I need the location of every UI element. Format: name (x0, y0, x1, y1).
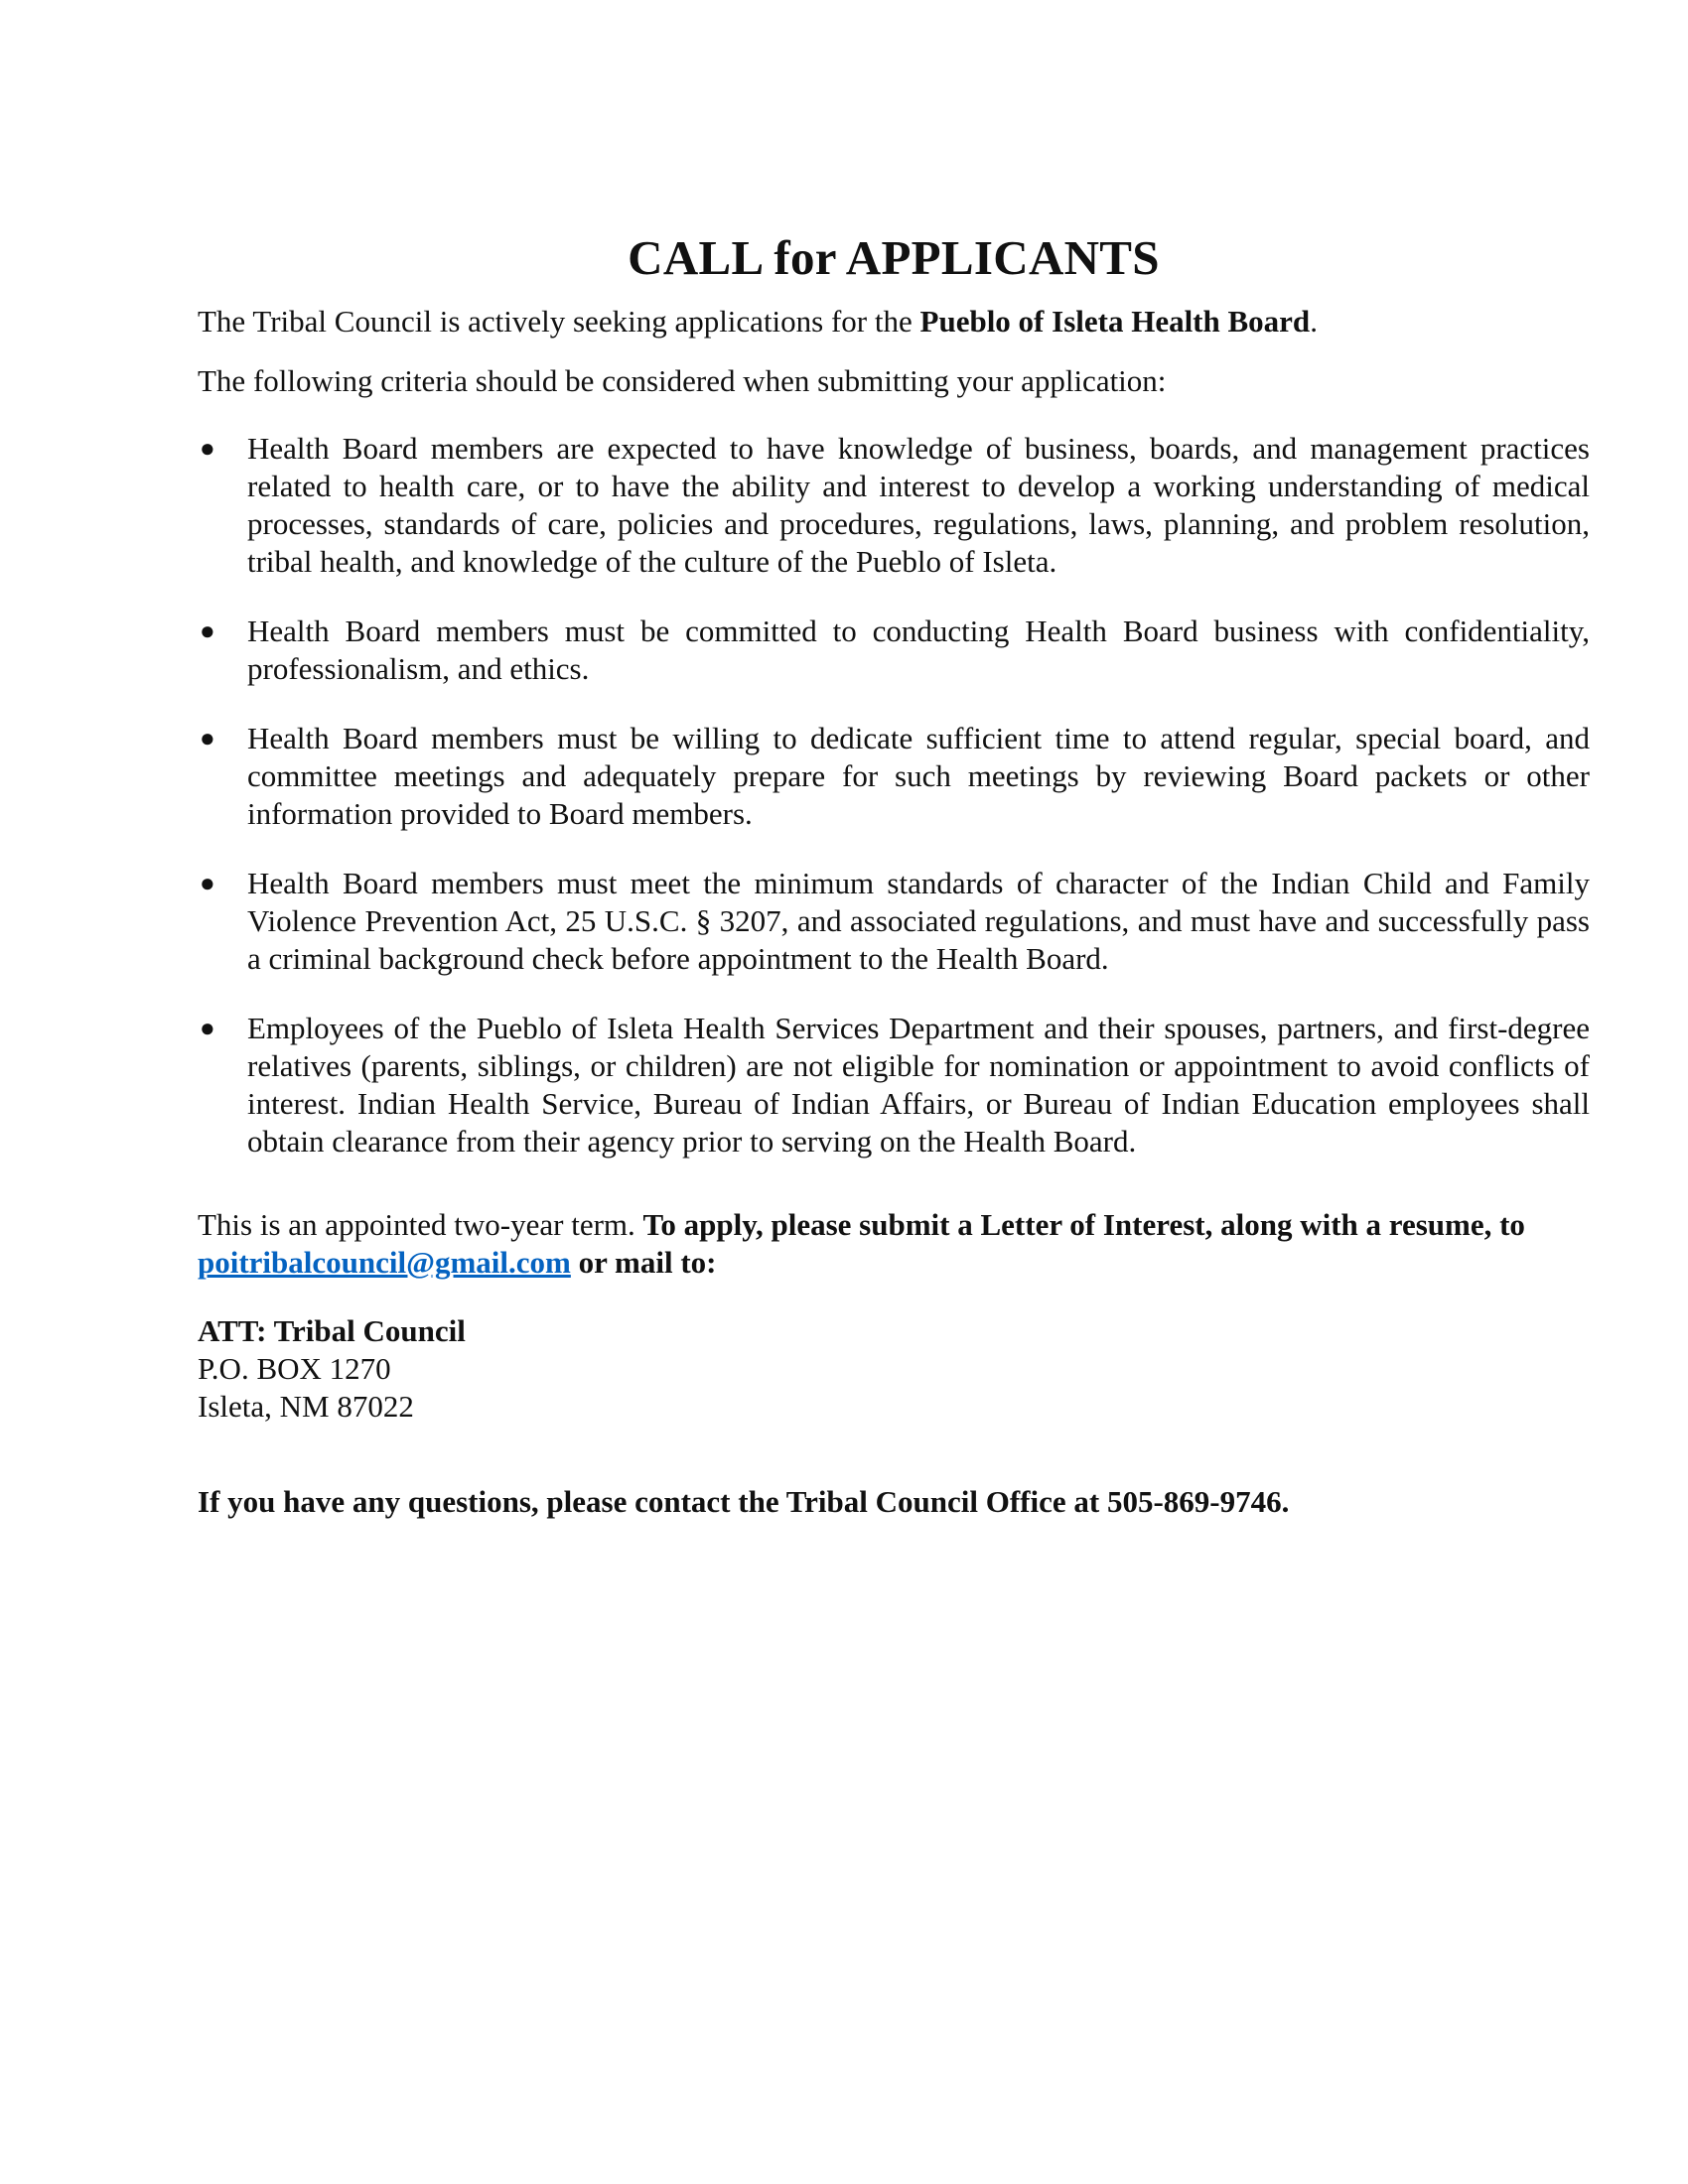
criteria-item-confidentiality (198, 613, 1590, 688)
criteria-text: Employees of the Pueblo of Isleta Health Services Department and their spouses, partners, and first-degree relatives (parents, siblings, or children) are not eligible for nomination or appointment to avoid conflicts of interest. Indian Health Service, Bureau of Indian Affairs, or Bureau of Indian Education employees shall obtain clearance from their agency prior to serving on the Health Board. (247, 1011, 1590, 1159)
apply-mail-text: or mail to: (570, 1245, 717, 1280)
criteria-item-time-commitment (198, 720, 1590, 833)
intro-line-1-period: . (1310, 304, 1318, 339)
criteria-text: Health Board members must be committed to conducting Health Board business with confidentiality, professionalism, and ethics. (247, 614, 1590, 686)
criteria-text: Health Board members are expected to have knowledge of business, boards, and management practices related to health care, or to have the ability and interest to develop a working understanding of medical processes, standards of care, policies and procedures, regulations, laws, planning, and problem resolution, tribal health, and knowledge of the culture of the Pueblo of Isleta. (247, 431, 1590, 579)
apply-instructions (198, 1206, 1590, 1282)
health-board-name: Pueblo of Isleta Health Board (919, 304, 1311, 339)
bullet-icon: ● (200, 434, 215, 463)
criteria-item-eligibility (198, 1010, 1590, 1160)
bullet-icon: ● (200, 1014, 215, 1042)
email-link[interactable]: poitribalcouncil@gmail.com (198, 1245, 571, 1280)
bullet-icon: ● (200, 869, 215, 897)
criteria-item-character-standards (198, 865, 1590, 978)
address-po-box: P.O. BOX 1270 (198, 1351, 391, 1386)
address-city-state-zip: Isleta, NM 87022 (198, 1389, 414, 1424)
page-title: CALL for APPLICANTS (628, 230, 1160, 285)
intro-line-1-text: The Tribal Council is actively seeking applications for the (198, 304, 920, 339)
intro-line-1 (198, 303, 1590, 341)
apply-bold-text: To apply, please submit a Letter of Interest, along with a resume, to (642, 1207, 1525, 1242)
criteria-text: Health Board members must be willing to dedicate sufficient time to attend regular, special board, and committee meetings and adequately prepare for such meetings by reviewing Board packets or other information provided to Board members. (247, 721, 1590, 831)
criteria-list (198, 430, 1590, 1160)
apply-term-text: This is an appointed two-year term. (198, 1207, 643, 1242)
bullet-icon: ● (200, 616, 215, 645)
criteria-item-knowledge (198, 430, 1590, 581)
criteria-text: Health Board members must meet the minimum standards of character of the Indian Child and Family Violence Prevention Act, 25 U.S.C. § 3207, and associated regulations, and must have and successfully pass a criminal background check before appointment to the Health Board. (247, 866, 1590, 976)
bullet-icon: ● (200, 724, 215, 752)
mailing-address (198, 1312, 1590, 1426)
contact-info: If you have any questions, please contact the Tribal Council Office at 505-869-9746. (198, 1484, 1290, 1519)
document-page (198, 223, 1590, 1552)
intro-line-2: The following criteria should be considered when submitting your application: (198, 363, 1167, 398)
address-attention: ATT: Tribal Council (198, 1313, 466, 1348)
